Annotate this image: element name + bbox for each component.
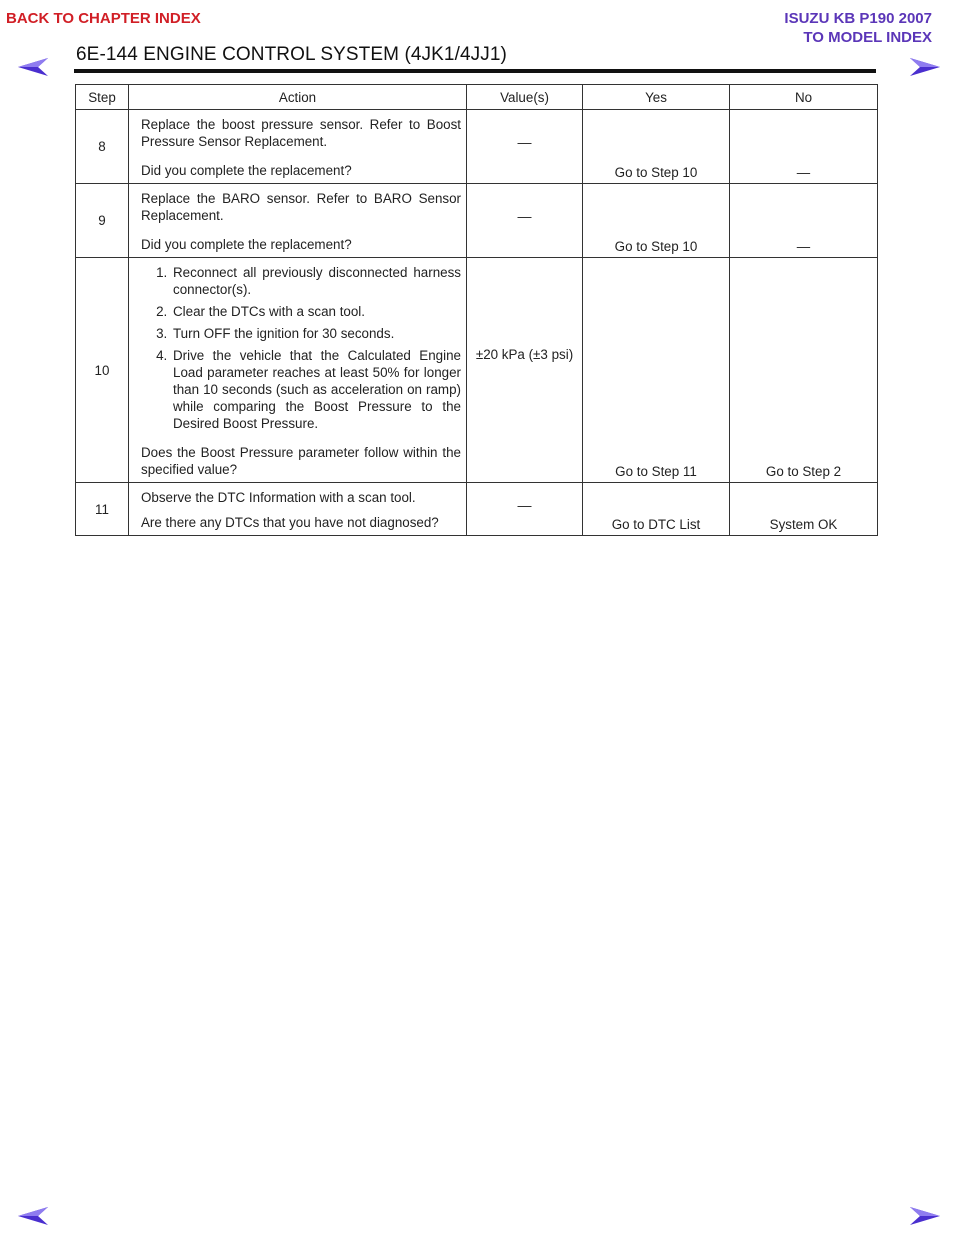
action-cell — [129, 110, 467, 184]
action-question: Does the Boost Pressure parameter follow within the specified value? — [141, 445, 461, 477]
value-text: ±20 kPa (±3 psi) — [475, 347, 574, 362]
action-text: Replace the BARO sensor. Refer to BARO Sensor Replacement. — [141, 191, 461, 223]
table-row — [76, 110, 878, 184]
page-title: 6E-144 ENGINE CONTROL SYSTEM (4JK1/4JJ1) — [76, 44, 507, 65]
yes-cell[interactable]: Go to DTC List — [583, 483, 730, 536]
next-page-arrow-icon[interactable] — [908, 56, 942, 78]
table-row — [76, 483, 878, 536]
column-header-yes: Yes — [583, 85, 730, 110]
step-number: 10 — [76, 258, 129, 483]
action-question: Did you complete the replacement? — [141, 237, 352, 252]
value-text: — — [517, 208, 532, 224]
action-question: Did you complete the replacement? — [141, 163, 352, 178]
procedure-step: 3. Turn OFF the ignition for 30 seconds. — [171, 325, 461, 342]
value-cell — [467, 110, 583, 184]
table-row — [76, 184, 878, 258]
procedure-step: 1. Reconnect all previously disconnected harness connector(s). — [171, 264, 461, 298]
yes-cell[interactable]: Go to Step 10 — [583, 110, 730, 184]
action-cell — [129, 258, 467, 483]
model-title-link[interactable]: ISUZU KB P190 2007 — [784, 10, 932, 27]
table-header-row — [76, 85, 878, 110]
value-text: — — [517, 134, 532, 150]
step-number: 11 — [76, 483, 129, 536]
previous-page-arrow-icon[interactable] — [16, 1205, 50, 1227]
yes-cell[interactable]: Go to Step 11 — [583, 258, 730, 483]
action-cell — [129, 483, 467, 536]
column-header-step: Step — [76, 85, 129, 110]
no-cell: System OK — [730, 483, 878, 536]
column-header-action: Action — [129, 85, 467, 110]
value-cell — [467, 184, 583, 258]
value-cell — [467, 483, 583, 536]
previous-page-arrow-icon[interactable] — [16, 56, 50, 78]
table-row — [76, 258, 878, 483]
value-text: — — [517, 497, 532, 513]
column-header-values: Value(s) — [467, 85, 583, 110]
action-text: Observe the DTC Information with a scan tool. — [141, 490, 416, 505]
next-page-arrow-icon[interactable] — [908, 1205, 942, 1227]
header-divider — [74, 69, 876, 73]
value-cell — [467, 258, 583, 483]
no-cell[interactable]: Go to Step 2 — [730, 258, 878, 483]
step-number: 9 — [76, 184, 129, 258]
no-cell: — — [730, 110, 878, 184]
action-text: Replace the boost pressure sensor. Refer to Boost Pressure Sensor Replacement. — [141, 117, 461, 149]
step-number: 8 — [76, 110, 129, 184]
diagnostic-table — [75, 84, 878, 536]
procedure-step: 4. Drive the vehicle that the Calculated Engine Load parameter reaches at least 50% for longer than 10 seconds (such as acceleration on ramp) while comparing the Boost Pressure to the Desired Boost Pressure. — [171, 347, 461, 432]
action-question: Are there any DTCs that you have not diagnosed? — [141, 515, 439, 530]
action-cell — [129, 184, 467, 258]
back-to-chapter-index-link[interactable]: BACK TO CHAPTER INDEX — [6, 10, 201, 27]
procedure-list — [141, 264, 461, 432]
to-model-index-link[interactable]: TO MODEL INDEX — [803, 29, 932, 46]
column-header-no: No — [730, 85, 878, 110]
yes-cell[interactable]: Go to Step 10 — [583, 184, 730, 258]
procedure-step: 2. Clear the DTCs with a scan tool. — [171, 303, 461, 320]
no-cell: — — [730, 184, 878, 258]
